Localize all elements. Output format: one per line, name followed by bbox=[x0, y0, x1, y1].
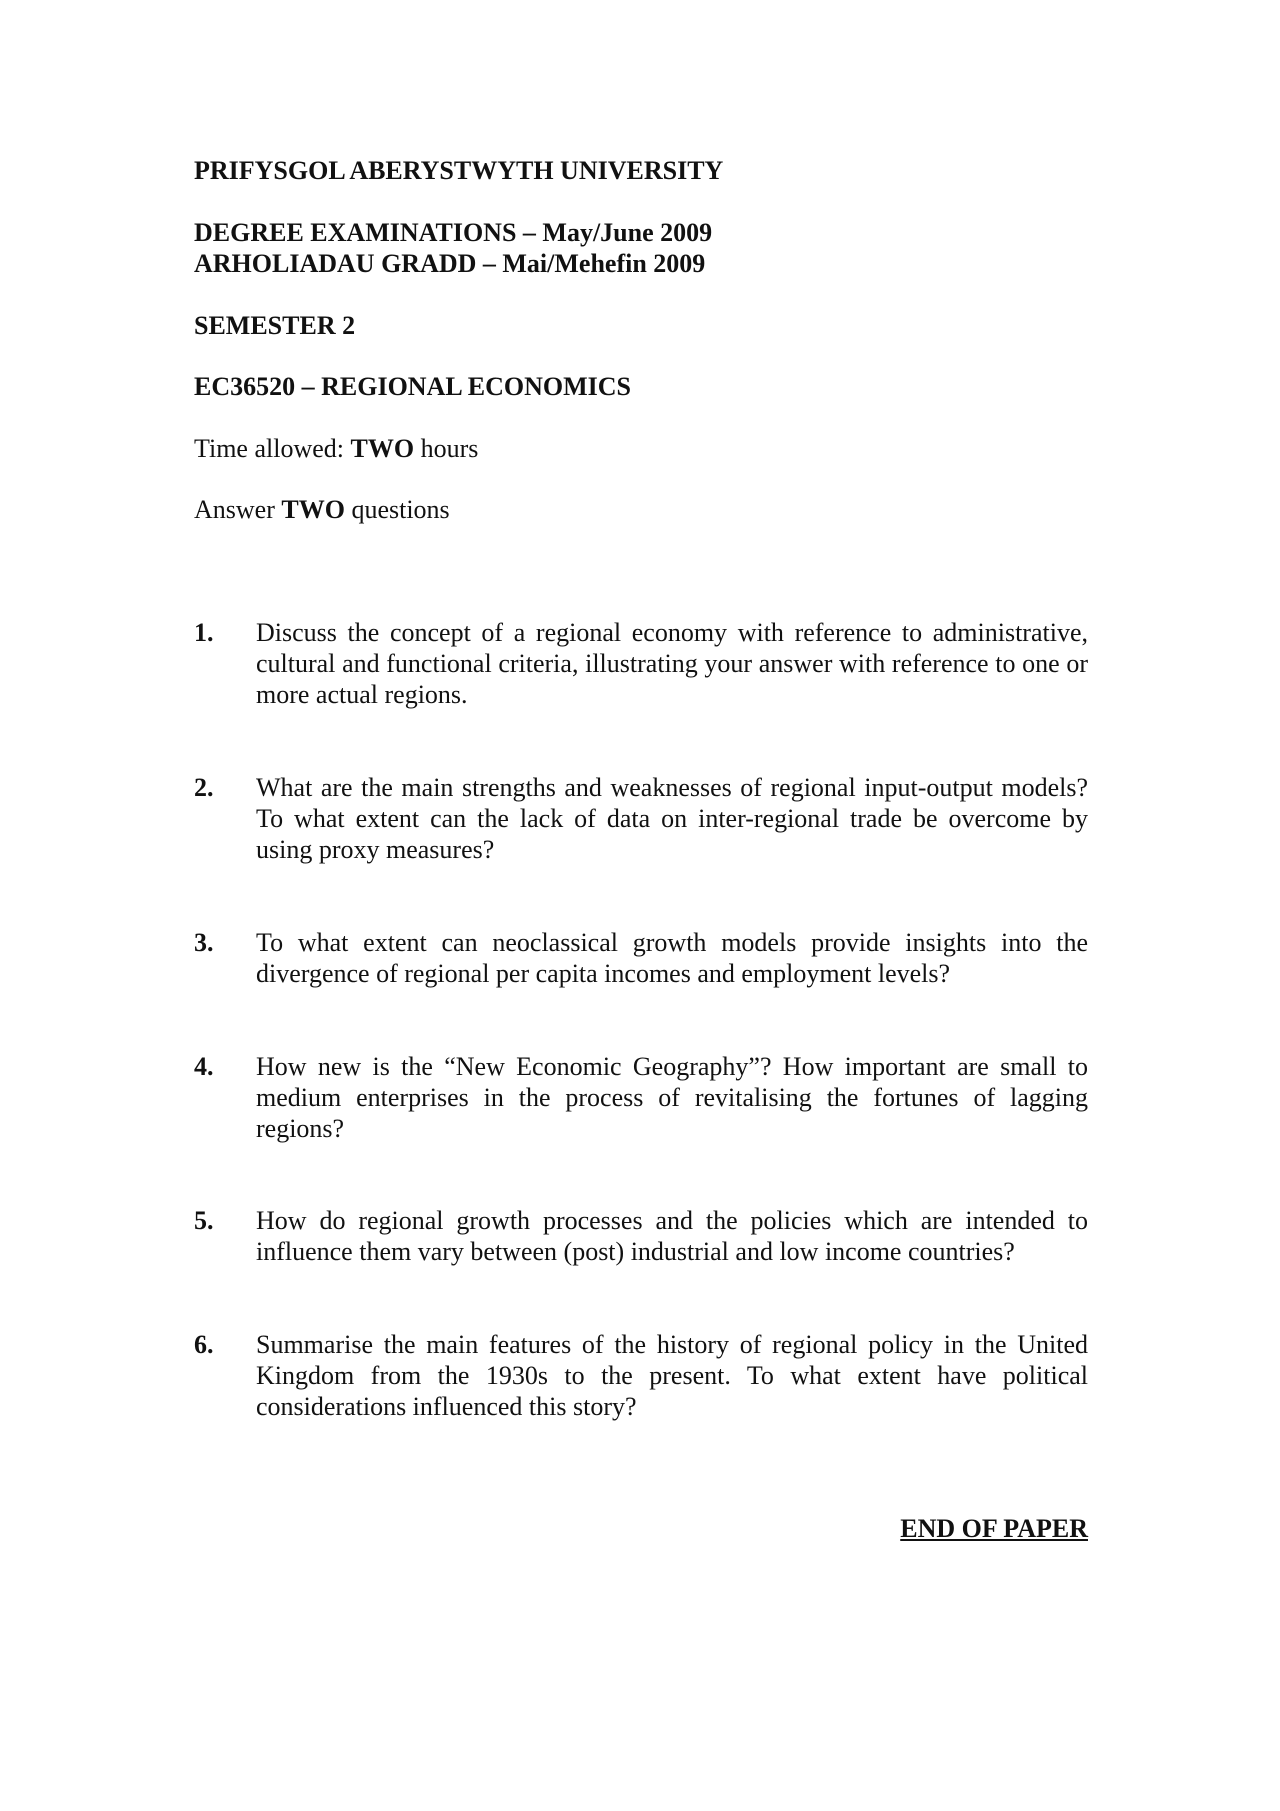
question-number: 4. bbox=[194, 1052, 214, 1081]
exam-title-english: DEGREE EXAMINATIONS – May/June 2009 bbox=[194, 218, 713, 247]
question-text: How do regional growth processes and the policies which are intended to influence them vary between (post) industrial and low income countries? bbox=[256, 1206, 1088, 1266]
question-number: 5. bbox=[194, 1206, 214, 1235]
question-text: What are the main strengths and weaknesses of regional input-output models? To what extent can the lack of data on inter-regional trade be overcome by using proxy measures? bbox=[256, 773, 1088, 864]
time-allowed-value: TWO bbox=[350, 434, 415, 463]
answer-instruction-prefix: Answer bbox=[194, 495, 282, 524]
time-allowed-suffix: hours bbox=[414, 434, 479, 463]
question-text: To what extent can neoclassical growth models provide insights into the divergence of regional per capita incomes and employment levels? bbox=[256, 928, 1088, 988]
answer-instruction-value: TWO bbox=[281, 495, 345, 524]
answer-instruction-suffix: questions bbox=[344, 495, 450, 524]
module-title: EC36520 – REGIONAL ECONOMICS bbox=[194, 372, 631, 401]
question-text: Summarise the main features of the history of regional policy in the United Kingdom from the 1930s to the present. To what extent have political considerations influenced this story? bbox=[256, 1330, 1088, 1421]
question-number: 2. bbox=[194, 773, 214, 802]
question-text: Discuss the concept of a regional economy with reference to administrative, cultural and functional criteria, illustrating your answer with reference to one or more actual regions. bbox=[256, 618, 1088, 709]
end-of-paper: END OF PAPER bbox=[900, 1514, 1088, 1543]
question-number: 1. bbox=[194, 618, 214, 647]
exam-title-welsh: ARHOLIADAU GRADD – Mai/Mehefin 2009 bbox=[194, 249, 706, 278]
question-number: 6. bbox=[194, 1330, 214, 1359]
question-number: 3. bbox=[194, 928, 214, 957]
university-name: PRIFYSGOL ABERYSTWYTH UNIVERSITY bbox=[194, 156, 724, 185]
answer-instruction bbox=[194, 494, 450, 526]
time-allowed bbox=[194, 433, 478, 465]
time-allowed-prefix: Time allowed: bbox=[194, 434, 351, 463]
question-text: How new is the “New Economic Geography”? How important are small to medium enterprises in the process of revitalising the fortunes of lagging regions? bbox=[256, 1052, 1088, 1143]
semester-label: SEMESTER 2 bbox=[194, 311, 356, 340]
